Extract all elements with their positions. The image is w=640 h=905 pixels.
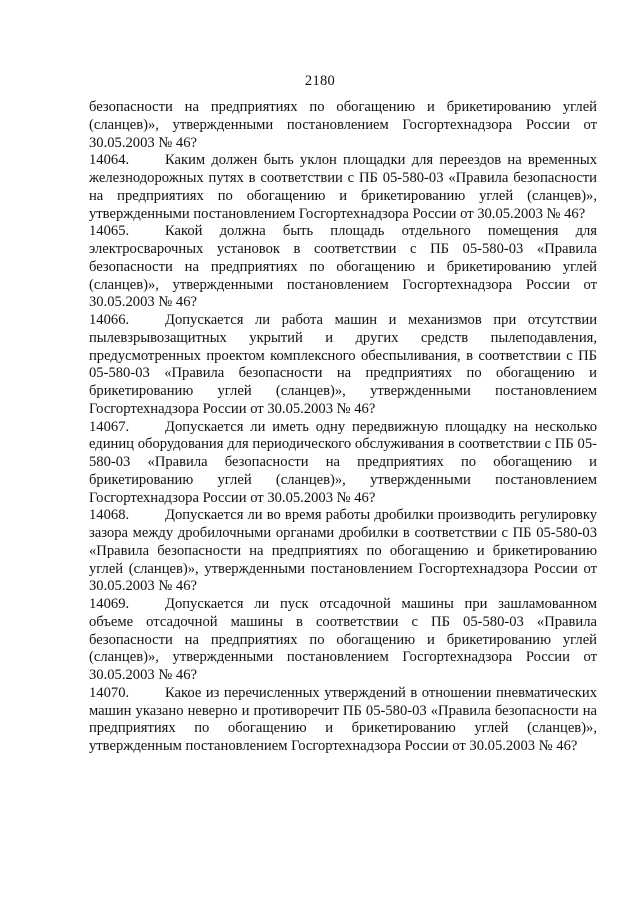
- question-number: 14068.: [89, 507, 130, 524]
- question-14064: [89, 152, 597, 223]
- question-14068: [89, 507, 597, 596]
- question-text: Какое из перечисленных утверждений в отношении пневматических машин указано неверно и противоречит ПБ 05-580-03 «Правила безопасности на предприятиях по обогащению и брикетированию углей (сланцев)», утвержденным постановлением Госгортехнадзора России от 30.05.2003 № 46?: [89, 684, 597, 754]
- question-number: 14064.: [89, 152, 130, 169]
- question-number: 14065.: [89, 223, 130, 240]
- question-number: 14066.: [89, 312, 130, 328]
- question-number: 14067.: [89, 418, 130, 435]
- paragraph-continuation: [89, 99, 597, 152]
- question-14065: [89, 223, 597, 312]
- question-text: Каким должен быть уклон площадки для переездов на временных железнодорожных путях в соответствии с ПБ 05-580-03 «Правила безопасности на предприятиях по обогащению и брикетированию углей (сланцев)», утвержденными постановлением Госгортехнадзора России от 30.05.2003 № 46?: [89, 152, 597, 222]
- document-body: [89, 99, 597, 756]
- question-number: 14069.: [89, 596, 130, 612]
- question-text: Допускается ли работа машин и механизмов при отсутствии пылевзрывозащитных укрытий и других средств пылеподавления, предусмотренных проектом комплексного обеспыливания, в соответствии с ПБ 05-580-03 «Правила безопасности на предприятиях по обогащению и брикетированию углей (сланцев)», утвержденными постановлением Госгортехнадзора России от 30.05.2003 № 46?: [89, 312, 597, 417]
- page-number: 2180: [304, 73, 336, 89]
- question-14067: [89, 419, 597, 508]
- question-14069: [89, 596, 597, 685]
- question-text: Допускается ли во время работы дробилки производить регулировку зазора между дробилочными органами дробилки в соответствии с ПБ 05-580-03 «Правила безопасности на предприятиях по обогащению и брикетированию углей (сланцев)», утвержденными постановлением Госгортехнадзора России от 30.05.2003 № 46?: [89, 507, 597, 595]
- paragraph-text: безопасности на предприятиях по обогащению и брикетированию углей (сланцев)», утвержденными постановлением Госгортехнадзора России от 30.05.2003 № 46?: [89, 99, 597, 151]
- question-14070: [89, 685, 597, 756]
- question-14066: [89, 312, 597, 419]
- question-text: Допускается ли пуск отсадочной машины при зашламованном объеме отсадочной машины в соответствии с ПБ 05-580-03 «Правила безопасности на предприятиях по обогащению и брикетированию углей (сланцев)», утвержденными постановлением Госгортехнадзора России от 30.05.2003 № 46?: [89, 596, 597, 683]
- question-text: Какой должна быть площадь отдельного помещения для электросварочных установок в соответствии с ПБ 05-580-03 «Правила безопасности на предприятиях по обогащению и брикетированию углей (сланцев)», утвержденными постановлением Госгортехнадзора России от 30.05.2003 № 46?: [89, 223, 597, 311]
- question-number: 14070.: [89, 684, 130, 701]
- question-text: Допускается ли иметь одну передвижную площадку на несколько единиц оборудования для периодического обслуживания в соответствии с ПБ 05-580-03 «Правила безопасности на предприятиях по обогащению и брикетированию углей (сланцев)», утвержденными постановлением Госгортехнадзора России от 30.05.2003 № 46?: [89, 418, 597, 506]
